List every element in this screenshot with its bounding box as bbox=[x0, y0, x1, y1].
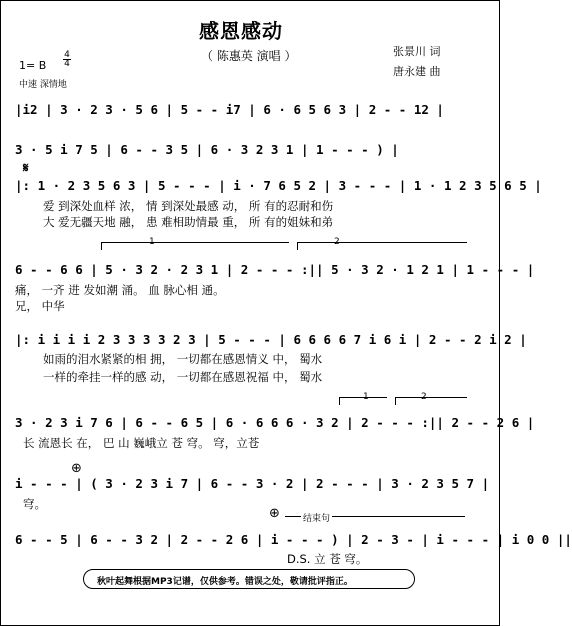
lyric-line-4b: 兄， 中华 bbox=[15, 299, 65, 313]
volta-2-hook bbox=[297, 242, 298, 250]
volta-2-bracket-2 bbox=[395, 397, 467, 398]
volta-1-number-2: 1 bbox=[363, 392, 369, 402]
volta-1-hook-2 bbox=[339, 397, 340, 405]
lyric-line-8: D.S. 立 苍 穹。 bbox=[287, 552, 368, 566]
lyric-line-3a: 爱 到深处血样 浓， 情 到深处最感 动， 所 有的忍耐和伤 bbox=[43, 199, 334, 213]
lyric-line-5a: 如雨的泪水紧紧的相 拥， 一切都在感恩情义 中， 蜀水 bbox=[43, 352, 323, 366]
key-signature: 1= B bbox=[19, 59, 47, 72]
lyric-line-3b: 大 爱无疆天地 融， 患 难相助情最 重， 所 有的姐妹和弟 bbox=[43, 215, 334, 229]
coda-label: 结束句 bbox=[301, 511, 332, 524]
coda-icon: ⊕ bbox=[71, 461, 82, 476]
coda-icon-2: ⊕ bbox=[269, 506, 280, 521]
notation-line-3: |: 1 · 2 3 5 6 3 | 5 - - - | i · 7 6 5 2 | 3 - - - | 1 · 1 2 3 5 6 5 | bbox=[15, 178, 542, 193]
time-signature: 4 4 bbox=[64, 50, 70, 69]
notation-line-6: 3 · 2 3 i 7 6 | 6 - - 6 5 | 6 · 6 6 6 · 3 2 | 2 - - - :|| 2 - - 2 6 | bbox=[15, 415, 535, 430]
segno-icon: 𝄋 bbox=[23, 161, 29, 176]
lyric-line-6: 长 流恩长 在， 巴 山 巍峨立 苍 穹。 穹，立苍 bbox=[23, 436, 260, 450]
volta-1-hook bbox=[101, 242, 102, 250]
volta-1-number: 1 bbox=[149, 237, 155, 247]
volta-2-number-2: 2 bbox=[421, 392, 427, 402]
notation-line-7: i - - - | ( 3 · 2 3 i 7 | 6 - - 3 · 2 | 2 - - - | 3 · 2 3 5 7 | bbox=[15, 476, 490, 491]
lyricist-credit: 张景川 词 bbox=[393, 45, 441, 58]
footer-note: 秋叶起舞根据MP3记谱，仅供参考。错误之处，敬请批评指正。 bbox=[97, 577, 353, 587]
volta-2-bracket bbox=[297, 242, 467, 243]
composer-credit: 唐永建 曲 bbox=[393, 65, 441, 78]
lyric-line-7: 穹。 bbox=[23, 497, 46, 511]
notation-line-4: 6 - - 6 6 | 5 · 3 2 · 2 3 1 | 2 - - - :|| 5 · 3 2 · 1 2 1 | 1 - - - | bbox=[15, 262, 535, 277]
song-title: 感恩感动 bbox=[199, 19, 283, 43]
lyric-line-5b: 一样的牵挂一样的感 动， 一切都在感恩祝福 中， 蜀水 bbox=[43, 370, 323, 384]
volta-1-bracket bbox=[101, 242, 289, 243]
notation-line-5: |: i i i i 2 3 3 3 3 2 3 | 5 - - - | 6 6 6 6 7 i 6 i | 2 - - 2 i 2 | bbox=[15, 332, 527, 347]
volta-2-hook-2 bbox=[395, 397, 396, 405]
tempo-marking: 中速 深情地 bbox=[19, 80, 67, 90]
volta-2-number: 2 bbox=[334, 237, 340, 247]
song-subtitle: （ 陈惠英 演唱 ） bbox=[201, 49, 297, 63]
notation-line-8: 6 - - 5 | 6 - - 3 2 | 2 - - 2 6 | i - - - ) | 2 - 3 - | i - - - | i 0 0 || bbox=[15, 532, 572, 547]
notation-line-1: |i2 | 3 · 2 3 · 5 6 | 5 - - i7 | 6 · 6 5 6 3 | 2 - - 12 | bbox=[15, 102, 444, 117]
lyric-line-4a: 痛， 一齐 进 发如潮 涌。 血 脉心相 通。 bbox=[15, 283, 225, 297]
notation-line-2: 3 · 5 i 7 5 | 6 - - 3 5 | 6 · 3 2 3 1 | 1 - - - ) | bbox=[15, 142, 399, 157]
